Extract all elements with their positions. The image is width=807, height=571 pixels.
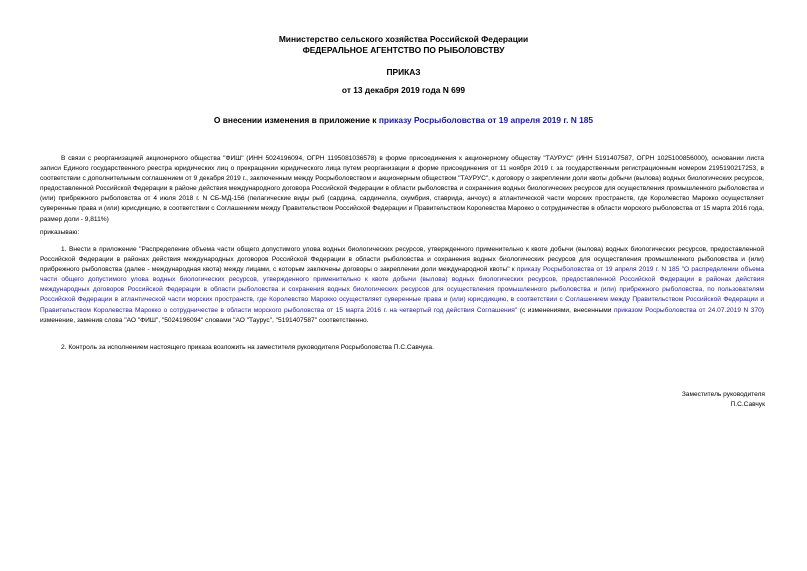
ministry-name: Министерство сельского хозяйства Российской Федерации bbox=[278, 34, 529, 44]
order-word: приказываю: bbox=[40, 229, 80, 236]
document-subject bbox=[0, 115, 807, 126]
item-1-text-c: ) изменение, заменив слова "АО "ФИШ", "5024196094" словами "АО "Таурус", "5191407587" соответственно. bbox=[40, 306, 764, 324]
document-type: ПРИКАЗ bbox=[386, 67, 421, 77]
signature-title: Заместитель руководителя bbox=[681, 391, 765, 398]
document-date-number: от 13 декабря 2019 года N 699 bbox=[341, 85, 466, 95]
subject-prefix: О внесении изменения в приложение к bbox=[213, 115, 379, 125]
subject-order-link[interactable]: приказу Росрыболовства от 19 апреля 2019 г. N 185 bbox=[378, 115, 594, 125]
item-1-paragraph bbox=[40, 245, 764, 326]
order-370-link[interactable]: приказом Росрыболовства от 24.07.2019 N 370 bbox=[613, 306, 762, 314]
item-1-text-a: 1. Внести в приложение "Распределение объема части общего допустимого улова водных биологических ресурсов, утвержденного применительно к квоте добычи (вылова) водных биологических ресурсов, предоставленной Российской Федерации в районах действия международных договоров Российской Федерации в области рыболовства и сохранения водных биологических ресурсов для осуществления промышленного рыболовства и (или) прибрежного рыболовства (далее - международная квота) между лицами, с которым заключены договоры о закреплении доли международной квоты" к bbox=[40, 246, 764, 274]
preamble-paragraph: В связи с реорганизацией акционерного общества "ФИШ" (ИНН 5024196094, ОГРН 1195081036578) в форме присоединения к акционерному обществу "ТАУРУС" (ИНН 5191407587, ОГРН 1025100856000), основании листа записи Единого государственного реестра юридических лиц о прекращении юридического лица путем реорганизации в форме присоединения от 11 ноября 2019 г. за государственным регистрационным номером 2195190217253, в соответствии с дополнительным соглашением от 9 декабря 2019 г., заключенным между Росрыболовством и акционерным обществом "ТАУРУС", к договору о закреплении доли квоты добычи (вылова) водных биологических ресурсов, предоставленной Российской Федерации в районе действия международного договора Российской Федерации в области рыболовства и сохранения водных биологических ресурсов для осуществления промышленного рыболовства и (или) прибрежного рыболовства от 4 июля 2018 г. N СБ-МД-156 (пелагические виды рыб (сардина, сардинелла, скумбрия, ставрида, анчоус) в атлантической части морских пространств, где Королевство Марокко осуществляет суверенные права и (или) юрисдикцию, в соответствии с Соглашением между Правительством Российской Федерации и Правительством Королевства Марокко о сотрудничестве в области морского рыболовства от 15 марта 2016 года, размер доли - 9,811%) bbox=[40, 155, 764, 223]
item-1-text-b: (с изменениями, внесенными bbox=[517, 306, 614, 314]
item-2-paragraph: 2. Контроль за исполнением настоящего приказа возложить на заместителя руководителя Росрыболовства П.С.Савчука. bbox=[61, 344, 434, 351]
agency-name: ФЕДЕРАЛЬНОЕ АГЕНТСТВО ПО РЫБОЛОВСТВУ bbox=[302, 45, 505, 55]
signature-name: П.С.Савчук bbox=[730, 401, 765, 408]
order-185-link[interactable]: приказу Росрыболовства от 19 апреля 2019 г. N 185 "О распределении объема части общего допустимого улова водных биологических ресурсов, утвержденного применительно к квоте добычи (вылова) водных биологических ресурсов, предоставленной Российской Федерации в районах действия международных договоров Российской Федерации в области рыболовства и сохранения водных биологических ресурсов для осуществления промышленного рыболовства и (или) прибрежного рыболовства, по пользователям Российской Федерации в атлантической части морских пространств, где Королевство Марокко осуществляет суверенные права и (или) юрисдикцию, в соответствии с Соглашением между Правительством Российской Федерации и Правительством Королевства Марокко о сотрудничестве в области морского рыболовства от 15 марта 2016 г. на четвертый год действия Соглашения" bbox=[40, 266, 764, 314]
